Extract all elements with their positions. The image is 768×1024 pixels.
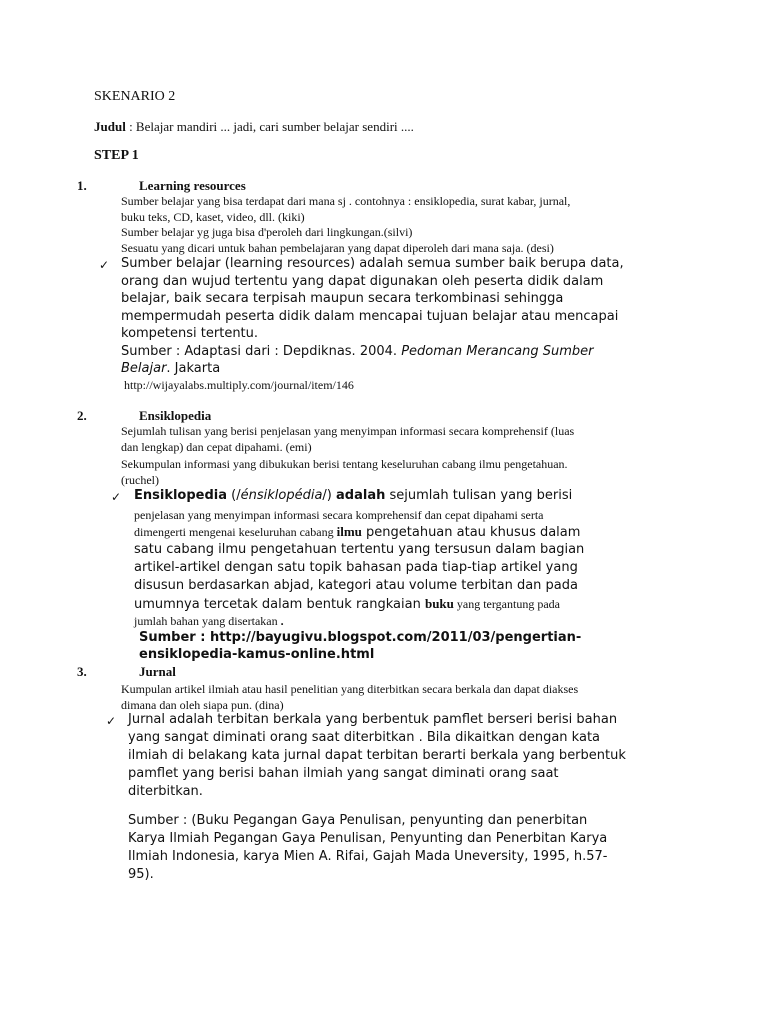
definition-line bbox=[134, 524, 580, 540]
definition-segment: dimengerti mengenai keseluruhan cabang bbox=[134, 525, 337, 539]
definition-open: (/ bbox=[227, 488, 241, 503]
definition-line bbox=[134, 614, 284, 629]
definition-term: Ensiklopedia bbox=[134, 488, 228, 503]
definition-verb: adalah bbox=[336, 488, 386, 503]
definition-line bbox=[134, 488, 572, 503]
note-line: dimana dan oleh siapa pun. (dina) bbox=[121, 698, 284, 712]
definition-rest: sejumlah tulisan yang berisi bbox=[385, 488, 573, 503]
source-line bbox=[121, 361, 220, 376]
definition-bold-buku: buku bbox=[424, 596, 454, 611]
definition-line: satu cabang ilmu pengetahuan tertentu yang tersusun dalam bagian bbox=[134, 542, 585, 557]
section-number-3: 3. bbox=[77, 664, 87, 679]
source-line: Sumber : (Buku Pegangan Gaya Penulisan, penyunting dan penerbitan bbox=[128, 813, 588, 828]
checkmark-icon: ✓ bbox=[111, 490, 122, 504]
definition-segment: yang tergantung pada bbox=[453, 597, 560, 611]
document-title: SKENARIO 2 bbox=[94, 89, 176, 104]
section-heading-learning-resources: Learning resources bbox=[139, 178, 246, 193]
bullet-line: ilmiah di belakang kata jurnal dapat terbitan berarti berkala yang berbentuk bbox=[128, 748, 626, 763]
bullet-line: mempermudah peserta didik dalam mencapai tujuan belajar atau mencapai bbox=[121, 309, 619, 324]
source-line: Ilmiah Indonesia, karya Mien A. Rifai, Gajah Mada Uneversity, 1995, h.57- bbox=[128, 849, 608, 864]
note-line: Sumber belajar yg juga bisa d'peroleh dari lingkungan.(silvi) bbox=[121, 225, 413, 239]
source-line bbox=[121, 344, 593, 359]
bullet-line: diterbitkan. bbox=[128, 784, 203, 799]
note-line: (ruchel) bbox=[121, 473, 159, 487]
bullet-line: Jurnal adalah terbitan berkala yang berbentuk pamflet berseri berisi bahan bbox=[128, 712, 618, 727]
note-line: Sekumpulan informasi yang dibukukan berisi tentang keseluruhan cabang ilmu pengetahuan. bbox=[121, 457, 568, 471]
definition-line: disusun berdasarkan abjad, kategori atau volume terbitan dan pada bbox=[134, 578, 578, 593]
source-line: Karya Ilmiah Pegangan Gaya Penulisan, Penyunting dan Penerbitan Karya bbox=[128, 831, 608, 846]
note-line: Sesuatu yang dicari untuk bahan pembelajaran yang dapat diperoleh dari mana saja. (desi) bbox=[121, 241, 554, 255]
note-line: Kumpulan artikel ilmiah atau hasil penelitian yang diterbitkan secara berkala dan dapat diakses bbox=[121, 682, 579, 696]
section-number-2: 2. bbox=[77, 408, 87, 423]
definition-segment: pengetahuan atau khusus dalam bbox=[361, 525, 581, 540]
source-url-link[interactable]: http://wijayalabs.multiply.com/journal/item/146 bbox=[124, 378, 354, 392]
bullet-line: kompetensi tertentu. bbox=[121, 326, 259, 341]
bullet-line: belajar, baik secara terpisah maupun secara terkombinasi sehingga bbox=[121, 291, 564, 306]
definition-bold-ilmu: ilmu bbox=[336, 524, 362, 539]
judul-line bbox=[94, 119, 414, 135]
source-prefix: Sumber : Adaptasi dari : Depdiknas. 2004. bbox=[121, 344, 402, 359]
definition-segment: . bbox=[277, 614, 284, 628]
checkmark-icon: ✓ bbox=[99, 258, 110, 272]
definition-segment: jumlah bahan yang disertakan bbox=[134, 614, 278, 628]
bullet-line: Sumber belajar (learning resources) adalah semua sumber baik berupa data, bbox=[121, 256, 624, 271]
source-title: Pedoman Merancang Sumber bbox=[401, 344, 594, 359]
source-line: 95). bbox=[128, 867, 154, 882]
source-title: Belajar bbox=[121, 361, 167, 376]
bullet-line: yang sangat diminati orang saat diterbitkan . Bila dikaitkan dengan kata bbox=[128, 730, 601, 745]
definition-line: penjelasan yang menyimpan informasi secara komprehensif dan cepat dipahami serta bbox=[134, 508, 544, 522]
section-heading-ensiklopedia: Ensiklopedia bbox=[139, 408, 212, 423]
note-line: dan lengkap) dan cepat dipahami. (emi) bbox=[121, 440, 312, 454]
source-url-link[interactable]: ensiklopedia-kamus-online.html bbox=[139, 647, 375, 662]
definition-phonetic: énsiklopédia bbox=[240, 488, 323, 503]
section-heading-jurnal: Jurnal bbox=[139, 664, 176, 679]
source-url-link[interactable]: Sumber : http://bayugivu.blogspot.com/2011/03/pengertian- bbox=[139, 630, 582, 645]
section-number-1: 1. bbox=[77, 178, 87, 193]
definition-segment: umumnya tercetak dalam bentuk rangkaian bbox=[134, 597, 425, 612]
note-line: buku teks, CD, kaset, video, dll. (kiki) bbox=[121, 210, 305, 224]
note-line: Sejumlah tulisan yang berisi penjelasan yang menyimpan informasi secara komprehensif (luas bbox=[121, 424, 575, 438]
judul-label: Judul bbox=[94, 119, 126, 134]
definition-line bbox=[134, 596, 560, 612]
bullet-line: orang dan wujud tertentu yang dapat digunakan oleh peserta didik dalam bbox=[121, 274, 604, 289]
source-suffix: . Jakarta bbox=[166, 361, 221, 376]
bullet-line: pamflet yang berisi bahan ilmiah yang sangat diminati orang saat bbox=[128, 766, 559, 781]
definition-line: artikel-artikel dengan satu topik bahasan pada tiap-tiap artikel yang bbox=[134, 560, 578, 575]
definition-close: /) bbox=[322, 488, 337, 503]
step-heading: STEP 1 bbox=[94, 148, 139, 163]
note-line: Sumber belajar yang bisa terdapat dari mana sj . contohnya : ensiklopedia, surat kabar, jurnal, bbox=[121, 194, 571, 208]
checkmark-icon: ✓ bbox=[106, 714, 117, 728]
judul-text: : Belajar mandiri ... jadi, cari sumber belajar sendiri .... bbox=[125, 119, 414, 134]
